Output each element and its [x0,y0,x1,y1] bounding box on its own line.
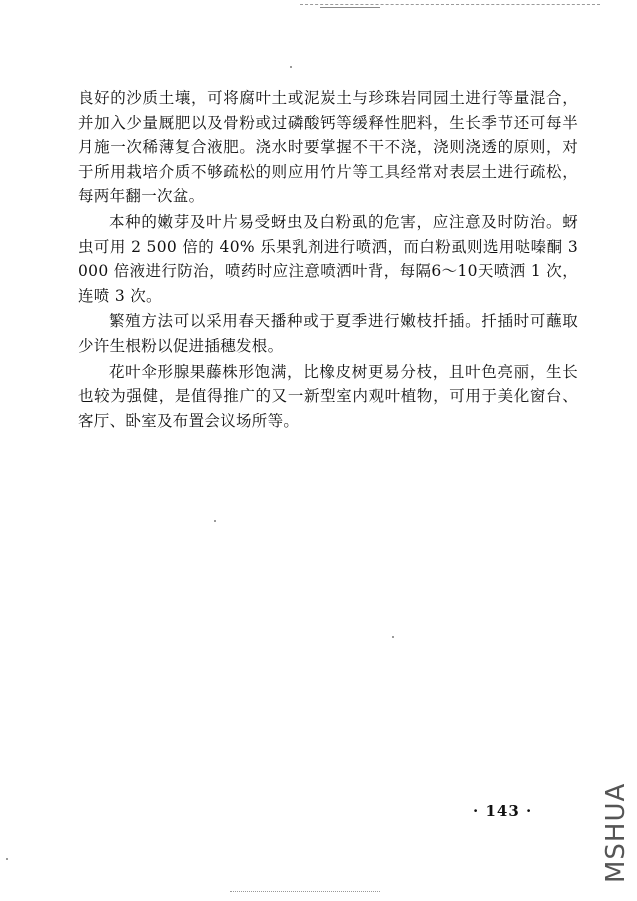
page-body [78,86,578,433]
paragraph-pest-control: 本种的嫩芽及叶片易受蚜虫及白粉虱的危害，应注意及时防治。蚜虫可用 2 500 倍的 40% 乐果乳剂进行喷洒，而白粉虱则选用哒嗪酮 3 000 倍液进行防治，喷药时应注意喷洒叶背，每隔6～10天喷洒 1 次，连喷 3 次。 [78,212,578,305]
page-number: · 143 · [473,802,533,820]
watermark: MSHUA [601,782,631,883]
scan-speck [6,858,8,860]
scan-speck [290,66,292,68]
scan-speck [392,636,394,638]
scan-speck [214,520,216,522]
header-rule-mark [320,7,380,8]
paragraph-continuation: 良好的沙质土壤，可将腐叶土或泥炭土与珍珠岩同园土进行等量混合，并加入少量厩肥以及骨粉或过磷酸钙等缓释性肥料，生长季节还可每半月施一次稀薄复合液肥。浇水时要掌握不干不浇，浇则浇透的原则，对于所用栽培介质不够疏松的则应用竹片等工具经常对表层土进行疏松，每两年翻一次盆。 [78,89,578,206]
paragraph-propagation: 繁殖方法可以采用春天播种或于夏季进行嫩枝扦插。扦插时可蘸取少许生根粉以促进插穗发根。 [78,312,578,355]
paragraph-summary: 花叶伞形腺果藤株形饱满，比橡皮树更易分枝，且叶色亮丽，生长也较为强健，是值得推广的又一新型室内观叶植物，可用于美化窗台、客厅、卧室及布置会议场所等。 [78,362,578,430]
header-rule [300,4,600,6]
footer-scan-marks [230,891,380,893]
